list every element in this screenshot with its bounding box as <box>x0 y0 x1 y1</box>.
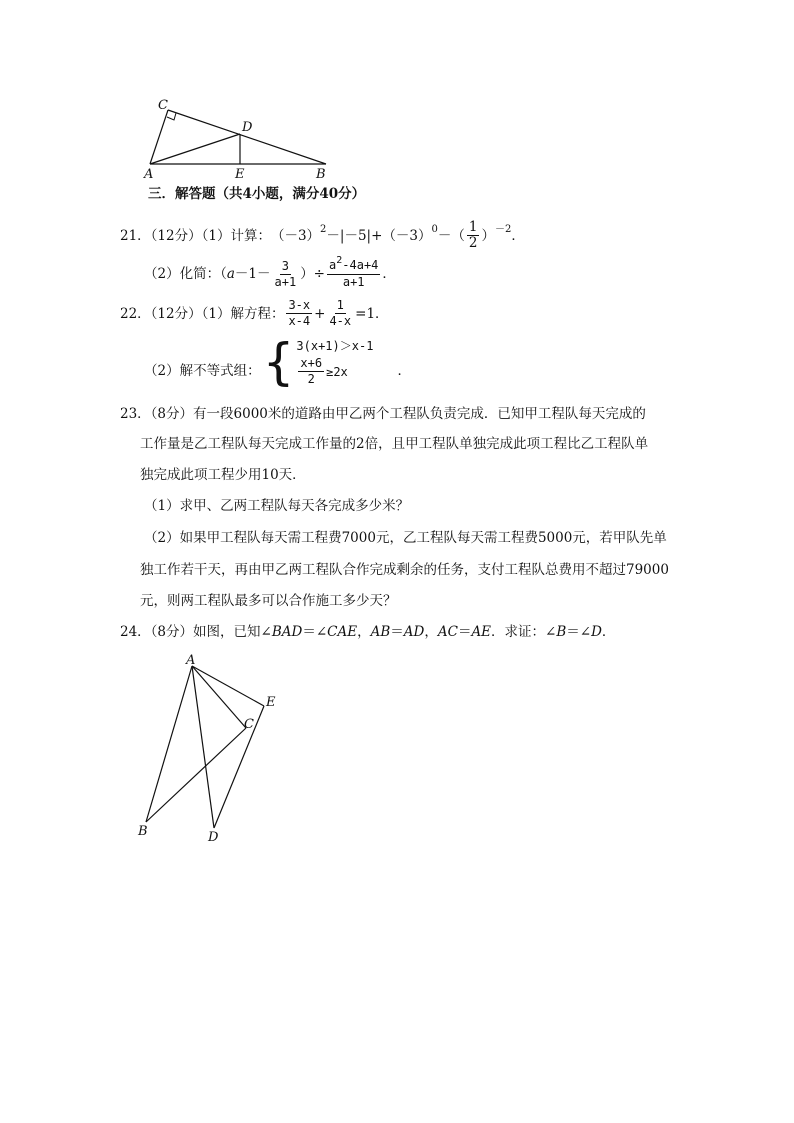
inequality-1: 3(x+1)＞x-1 <box>296 339 374 353</box>
q22-frac1-num: 3-x <box>288 298 311 312</box>
label-b: B <box>138 824 148 839</box>
label-e: E <box>235 167 245 180</box>
q24-angle-cae: CAE <box>327 624 358 640</box>
q22-frac2-den: 4-x <box>329 314 352 328</box>
q21-p2-frac2-den: a+1 <box>342 275 365 289</box>
q22-ineq2-fraction <box>298 356 324 387</box>
triangle-figure-2 <box>136 650 282 846</box>
q22-ineq2-rhs: ≥2x <box>326 364 348 379</box>
q24-angle-bad: BAD <box>271 624 303 640</box>
q21-p2-frac1-num: 3 <box>281 258 289 273</box>
label-e: E <box>266 695 276 710</box>
label-a: A <box>186 653 196 668</box>
label-b: B <box>316 167 326 180</box>
question-23-part-2-line-1: （2）如果甲工程队每天需工程费7000元，乙工程队每天需工程费5000元，若甲队先单 <box>144 530 667 546</box>
triangle-figure-1 <box>138 96 338 180</box>
q21-frac-num: 1 <box>468 219 478 235</box>
q22-eq: =1． <box>355 305 389 322</box>
q22-ineq2-num: x+6 <box>300 356 323 370</box>
q21-p2-fraction-1 <box>273 259 299 290</box>
q22-ineq2-den: 2 <box>307 372 315 386</box>
q21-exp-b: 0 <box>431 223 438 235</box>
q21-p2-frac2-num-exp: 2 <box>336 255 343 266</box>
q21-p2-frac2-num-b: -4a+4 <box>342 258 379 272</box>
label-a: A <box>144 167 154 180</box>
q24-eq3: ＝ <box>457 624 472 640</box>
q22-p2-end: ． <box>397 362 411 379</box>
q24-eq1: ＝∠ <box>302 624 328 640</box>
q21-p2-a: a <box>226 266 235 282</box>
q22-fraction-2 <box>327 298 353 329</box>
question-22-part-1 <box>120 298 389 329</box>
segment-ca <box>150 110 168 164</box>
q24-proof: ．求证：∠ <box>491 624 557 640</box>
q22-fraction-1 <box>286 298 312 329</box>
segment-ab <box>146 666 192 822</box>
q22-frac2-num: 1 <box>336 298 344 312</box>
q24-comma2: ， <box>424 624 438 640</box>
q24-prefix: 24．（8分）如图，已知∠ <box>120 624 272 640</box>
question-22-part-2 <box>144 332 411 391</box>
segment-ae <box>192 666 264 706</box>
system-brace-icon: { <box>262 332 295 391</box>
q21-frac-den: 2 <box>468 235 478 251</box>
question-23-line-3: 独完成此项工程少用10天． <box>140 467 306 483</box>
q21-expr-d: ） <box>481 227 495 244</box>
q24-angle-b: B <box>556 624 567 640</box>
question-23-part-2-line-3: 元，则两工程队最多可以合作施工多少天？ <box>140 593 397 609</box>
label-c: C <box>244 717 254 732</box>
q24-seg-ae: AE <box>471 624 492 640</box>
segment-ac <box>192 666 246 728</box>
q24-eq4: ＝∠ <box>566 624 592 640</box>
q21-p2-fraction-2 <box>327 255 380 290</box>
q24-eq2: ＝ <box>390 624 404 640</box>
q21-p2-frac1-den: a+1 <box>274 274 297 289</box>
segment-de <box>214 706 264 828</box>
q21-exp-d: －2 <box>494 223 512 235</box>
label-d: D <box>208 830 219 845</box>
question-23-line-1: 23．（8分）有一段6000米的道路由甲乙两个工程队负责完成．已知甲工程队每天完成的 <box>120 406 646 422</box>
q21-number: 21．（12分）（1）计算： <box>120 227 271 244</box>
question-21-part-1 <box>120 220 525 251</box>
q21-end: ． <box>511 227 525 244</box>
q21-fraction-half <box>467 220 480 251</box>
q21-p2-minus: －1－ <box>234 266 271 282</box>
q22-number: 22．（12分）（1）解方程： <box>120 305 285 322</box>
segment-ad <box>150 134 240 164</box>
question-23-line-2: 工作量是乙工程队每天完成工作量的2倍，且甲工程队单独完成此项工程比乙工程队单 <box>140 436 649 452</box>
q21-exp-a: 2 <box>320 223 327 235</box>
q21-expr-b: －|－5|+（－3） <box>326 227 432 244</box>
label-c: C <box>158 98 168 113</box>
inequality-2 <box>296 356 373 387</box>
q24-angle-d: D <box>591 624 602 640</box>
question-21-part-2 <box>144 255 396 290</box>
q21-expr-a: （－3） <box>270 227 321 244</box>
q22-p2-label: （2）解不等式组： <box>144 362 261 379</box>
q24-seg-ac: AC <box>437 624 458 640</box>
question-23-part-1: （1）求甲、乙两工程队每天各完成多少米？ <box>144 498 410 514</box>
segment-cb <box>168 110 326 164</box>
q21-expr-c: －（ <box>437 227 465 244</box>
q24-seg-ad: AD <box>403 624 425 640</box>
question-23-part-2-line-2: 独工作若干天，再由甲乙两工程队合作完成剩余的任务，支付工程队总费用不超过79000 <box>140 562 669 578</box>
q24-end: ． <box>601 624 616 640</box>
q22-plus: + <box>314 305 326 322</box>
q22-frac1-den: x-4 <box>288 314 311 328</box>
q21-p2-label: （2）化简：（ <box>144 266 227 282</box>
q21-p2-div: ）÷ <box>300 266 325 282</box>
segment-ad <box>192 666 214 828</box>
label-d: D <box>242 120 253 135</box>
q21-p2-end: ． <box>382 266 396 282</box>
q21-p2-frac2-num <box>327 255 380 275</box>
q24-comma1: ， <box>357 624 371 640</box>
section-heading: 三．解答题（共4小题，满分40分） <box>148 186 366 202</box>
question-24 <box>120 622 615 642</box>
segment-bc <box>146 728 246 822</box>
inequality-system <box>296 336 373 387</box>
q24-seg-ab: AB <box>370 624 391 640</box>
right-angle-mark <box>167 113 176 120</box>
q21-p2-frac2-num-a: a <box>329 258 337 272</box>
